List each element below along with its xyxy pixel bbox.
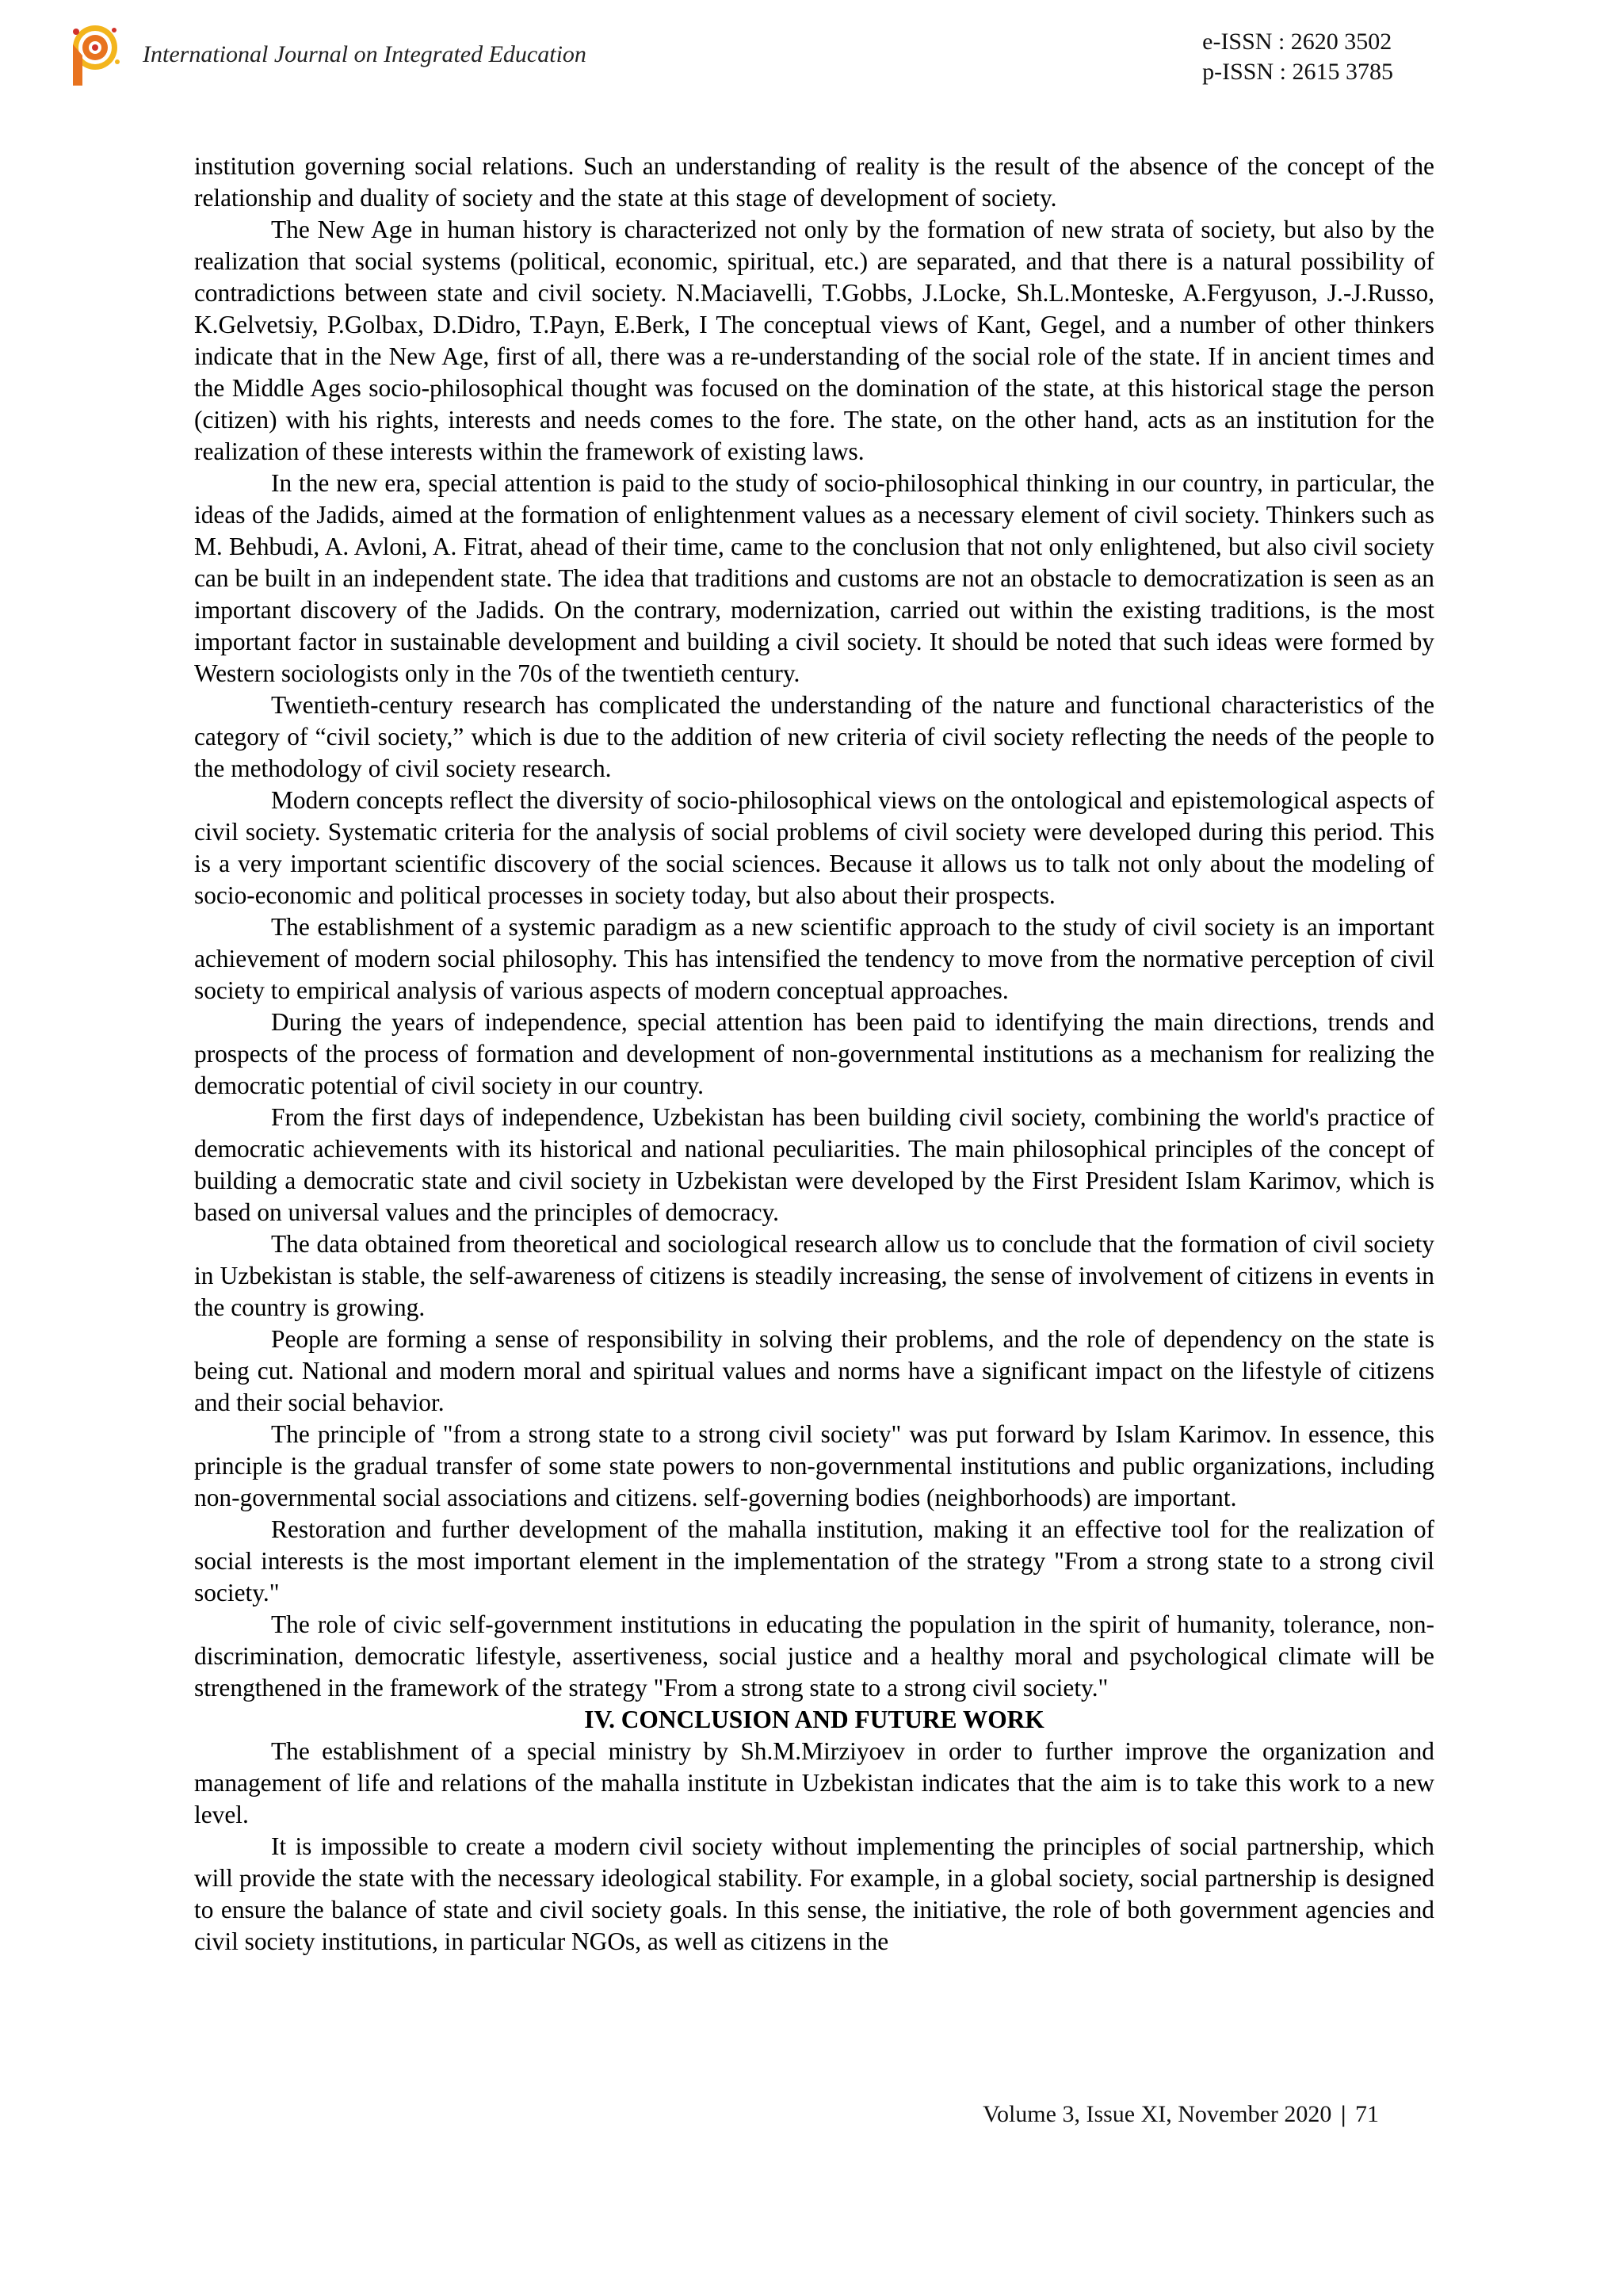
page-header <box>0 0 1623 103</box>
paragraph: The data obtained from theoretical and sociological research allow us to conclude that the formation of civil society in Uzbekistan is stable, the self-awareness of citizens is steadily increasing, the sense of involvement of citizens in events in the country is growing. <box>194 1230 1434 1321</box>
paragraph: The establishment of a systemic paradigm as a new scientific approach to the study of civil society is an important achievement of modern social philosophy. This has intensified the tendency to move from the normative perception of civil society to empirical analysis of various aspects of modern conceptual approaches. <box>194 913 1434 1004</box>
paragraph: The role of civic self-government institutions in educating the population in the spirit of humanity, tolerance, non-discrimination, democratic lifestyle, assertiveness, social justice and a healthy moral and psychological climate will be strengthened in the framework of the strategy "From a strong state to a strong civil society." <box>194 1610 1434 1702</box>
article-body <box>194 151 1434 1958</box>
paragraph: In the new era, special attention is paid to the study of socio-philosophical thinking in our country, in particular, the ideas of the Jadids, aimed at the formation of enlightenment values as a necessary element of civil society. Thinkers such as M. Behbudi, A. Avloni, A. Fitrat, ahead of their time, came to the conclusion that not only enlightened, but also civil society can be built in an independent state. The idea that traditions and customs are not an obstacle to democratization is seen as an important discovery of the Jadids. On the contrary, modernization, carried out within the existing traditions, is the most important factor in sustainable development and building a civil society. It should be noted that such ideas were formed by Western sociologists only in the 70s of the twentieth century. <box>194 469 1434 687</box>
paragraph: The principle of "from a strong state to a strong civil society" was put forward by Islam Karimov. In essence, this principle is the gradual transfer of some state powers to non-governmental institutions and public organizations, including non-governmental social associations and citizens. self-governing bodies (neighborhoods) are important. <box>194 1420 1434 1511</box>
pissn: p-ISSN : 2615 3785 <box>1202 59 1393 85</box>
page-footer <box>983 2100 1379 2129</box>
paragraph: The New Age in human history is characterized not only by the formation of new strata of society, but also by the realization that social systems (political, economic, spiritual, etc.) are separated, and that there is a natural possibility of contradictions between state and civil society. N.Maciavelli, T.Gobbs, J.Locke, Sh.L.Monteske, A.Fergyuson, J.-J.Russo, K.Gelvetsiy, P.Golbax, D.Didro, T.Payn, E.Berk, I The conceptual views of Kant, Gegel, and a number of other thinkers indicate that in the New Age, first of all, there was a re-understanding of the social role of the state. If in ancient times and the Middle Ages socio-philosophical thought was focused on the domination of the state, at this historical stage the person (citizen) with his rights, interests and needs comes to the fore. The state, on the other hand, acts as an institution for the realization of these interests within the framework of existing laws. <box>194 216 1434 465</box>
paragraph: People are forming a sense of responsibility in solving their problems, and the role of dependency on the state is being cut. National and modern moral and spiritual values and norms have a significant impact on the lifestyle of citizens and their social behavior. <box>194 1325 1434 1416</box>
volume-info: Volume 3, Issue XI, November 2020 <box>983 2101 1332 2127</box>
eissn: e-ISSN : 2620 3502 <box>1202 29 1392 55</box>
paragraph: Twentieth-century research has complicated the understanding of the nature and functional characteristics of the category of “civil society,” which is due to the addition of new criteria of civil society reflecting the needs of the people to the methodology of civil society research. <box>194 691 1434 782</box>
footer-separator: | <box>1340 2101 1346 2127</box>
section-heading: IV. CONCLUSION AND FUTURE WORK <box>584 1706 1044 1733</box>
paragraph: It is impossible to create a modern civil society without implementing the principles of social partnership, which will provide the state with the necessary ideological stability. For example, in a global society, social partnership is designed to ensure the balance of state and civil society goals. In this sense, the initiative, the role of both government agencies and civil society institutions, in particular NGOs, as well as citizens in the <box>194 1832 1434 1955</box>
journal-logo-icon <box>67 21 124 87</box>
issn-block <box>1202 27 1393 87</box>
paragraph: The establishment of a special ministry by Sh.M.Mirziyoev in order to further improve the organization and management of life and relations of the mahalla institute in Uzbekistan indicates that the aim is to take this work to a new level. <box>194 1737 1434 1828</box>
page-number: 71 <box>1355 2101 1379 2127</box>
paragraph: Modern concepts reflect the diversity of socio-philosophical views on the ontological and epistemological aspects of civil society. Systematic criteria for the analysis of social problems of civil society were developed during this period. This is a very important scientific discovery of the social sciences. Because it allows us to talk not only about the modeling of socio-economic and political processes in society today, but also about their prospects. <box>194 786 1434 909</box>
paragraph: From the first days of independence, Uzbekistan has been building civil society, combining the world's practice of democratic achievements with its historical and national peculiarities. The main philosophical principles of the concept of building a democratic state and civil society in Uzbekistan were developed by the First President Islam Karimov, which is based on universal values and the principles of democracy. <box>194 1103 1434 1226</box>
paragraph: During the years of independence, special attention has been paid to identifying the main directions, trends and prospects of the process of formation and development of non-governmental institutions as a mechanism for realizing the democratic potential of civil society in our country. <box>194 1008 1434 1099</box>
paragraph: institution governing social relations. Such an understanding of reality is the result of the absence of the concept of the relationship and duality of society and the state at this stage of development of society. <box>194 152 1434 212</box>
journal-title: International Journal on Integrated Education <box>143 41 586 67</box>
paragraph: Restoration and further development of the mahalla institution, making it an effective tool for the realization of social interests is the most important element in the implementation of the strategy "From a strong state to a strong civil society." <box>194 1515 1434 1606</box>
